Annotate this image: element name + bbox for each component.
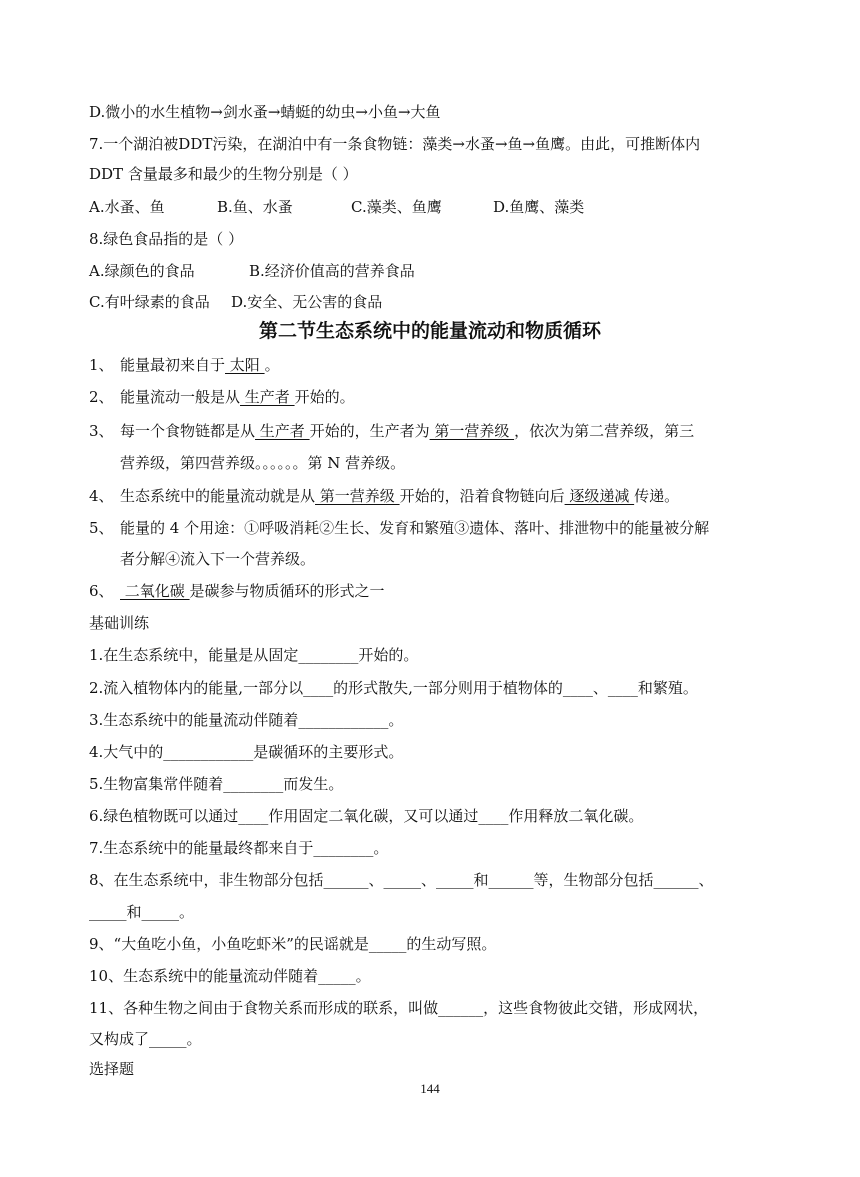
exercise-1: 1.在生态系统中，能量是从固定________开始的。	[89, 646, 419, 664]
option-b: B.经济价值高的营养食品	[249, 262, 415, 280]
point-number: 2、	[89, 388, 114, 406]
option-a: A.绿颜色的食品	[89, 262, 195, 280]
point-number: 1、	[89, 356, 114, 374]
exercise-8: 8、在生态系统中，非生物部分包括______、_____、_____和______等，生物部分包括______、	[89, 871, 714, 889]
answer-blank: 生产者	[255, 422, 310, 440]
option-d: D.鱼鹰、藻类	[493, 198, 585, 216]
point-text: 每一个食物链都是从	[120, 422, 256, 440]
point-text: 能量最初来自于	[120, 356, 226, 374]
question-7-stem: 7.一个湖泊被DDT污染，在湖泊中有一条食物链：藻类→水蚤→鱼→鱼鹰。由此，可推断体内	[89, 135, 701, 153]
point-text: ，依次为第二营养级，第三	[514, 422, 695, 440]
question-8-stem: 8.绿色食品指的是（ ）	[89, 230, 244, 248]
exercise-8-cont: _____和_____。	[89, 903, 195, 921]
point-3-cont: 营养级，第四营养级。。。。。。第 N 营养级。	[120, 454, 406, 472]
page-number: 144	[420, 1081, 440, 1096]
question-8-options-ab	[89, 261, 415, 281]
answer-blank: 生产者	[240, 388, 295, 406]
answer-blank: 逐级递减	[564, 487, 635, 505]
exercise-10: 10、生态系统中的能量流动伴随着_____。	[89, 967, 371, 985]
option-a: A.水蚤、鱼	[89, 198, 165, 216]
point-1	[89, 355, 280, 375]
option-d: D.安全、无公害的食品	[231, 293, 383, 311]
exercise-5: 5.生物富集常伴随着________而发生。	[89, 775, 344, 793]
point-2	[89, 387, 355, 407]
point-number: 3、	[89, 422, 114, 440]
answer-blank: 太阳	[225, 356, 265, 374]
option-c: C.有叶绿素的食品	[89, 293, 210, 311]
section-title: 第二节生态系统中的能量流动和物质循环	[258, 320, 601, 342]
answer-blank: 第一营养级	[429, 422, 515, 440]
question-6-option-d: D.微小的水生植物→剑水蚤→蜻蜓的幼虫→小鱼→大鱼	[89, 103, 441, 121]
exercise-6: 6.绿色植物既可以通过____作用固定二氧化碳，又可以通过____作用释放二氧化碳。	[89, 807, 644, 825]
point-text: 能量的 4 个用途：①呼吸消耗②生长、发育和繁殖③遗体、落叶、排泄物中的能量被分解	[120, 519, 710, 537]
point-number: 4、	[89, 487, 114, 505]
point-3	[89, 421, 694, 441]
point-text: 能量流动一般是从	[120, 388, 241, 406]
exercise-2: 2.流入植物体内的能量,一部分以____的形式散失,一部分则用于植物体的____、____和繁殖。	[89, 679, 698, 697]
point-text: 开始的，沿着食物链向后	[399, 487, 565, 505]
point-number: 5、	[89, 519, 114, 537]
question-7-stem-cont: DDT 含量最多和最少的生物分别是（ ）	[89, 165, 358, 183]
point-text: 。	[264, 356, 280, 374]
choice-heading: 选择题	[89, 1060, 135, 1078]
point-6	[89, 581, 385, 601]
point-5-cont: 者分解④流入下一个营养级。	[120, 550, 316, 568]
point-text: 生态系统中的能量流动就是从	[120, 487, 316, 505]
option-b: B.鱼、水蚤	[217, 198, 293, 216]
point-4	[89, 486, 679, 506]
point-text: 传递。	[634, 487, 680, 505]
exercise-11-cont: 又构成了_____。	[89, 1030, 202, 1048]
answer-blank: 二氧化碳	[120, 582, 190, 600]
exercise-9: 9、“大鱼吃小鱼，小鱼吃虾米”的民谣就是_____的生动写照。	[89, 935, 497, 953]
exercise-4: 4.大气中的____________是碳循环的主要形式。	[89, 743, 404, 761]
point-text: 开始的，生产者为	[309, 422, 430, 440]
exercise-7: 7.生态系统中的能量最终都来自于________。	[89, 839, 389, 857]
basic-training-heading: 基础训练	[89, 614, 150, 632]
exercise-3: 3.生态系统中的能量流动伴随着____________。	[89, 711, 404, 729]
question-7-options	[89, 197, 584, 217]
question-8-options-cd	[89, 292, 382, 312]
point-5	[89, 518, 709, 538]
point-text: 开始的。	[294, 388, 355, 406]
point-text: 是碳参与物质循环的形式之一	[189, 582, 385, 600]
option-c: C.藻类、鱼鹰	[351, 198, 442, 216]
point-number: 6、	[89, 582, 114, 600]
exercise-11: 11、各种生物之间由于食物关系而形成的联系，叫做______，这些食物彼此交错，形成网状，	[89, 999, 709, 1017]
answer-blank: 第一营养级	[315, 487, 400, 505]
